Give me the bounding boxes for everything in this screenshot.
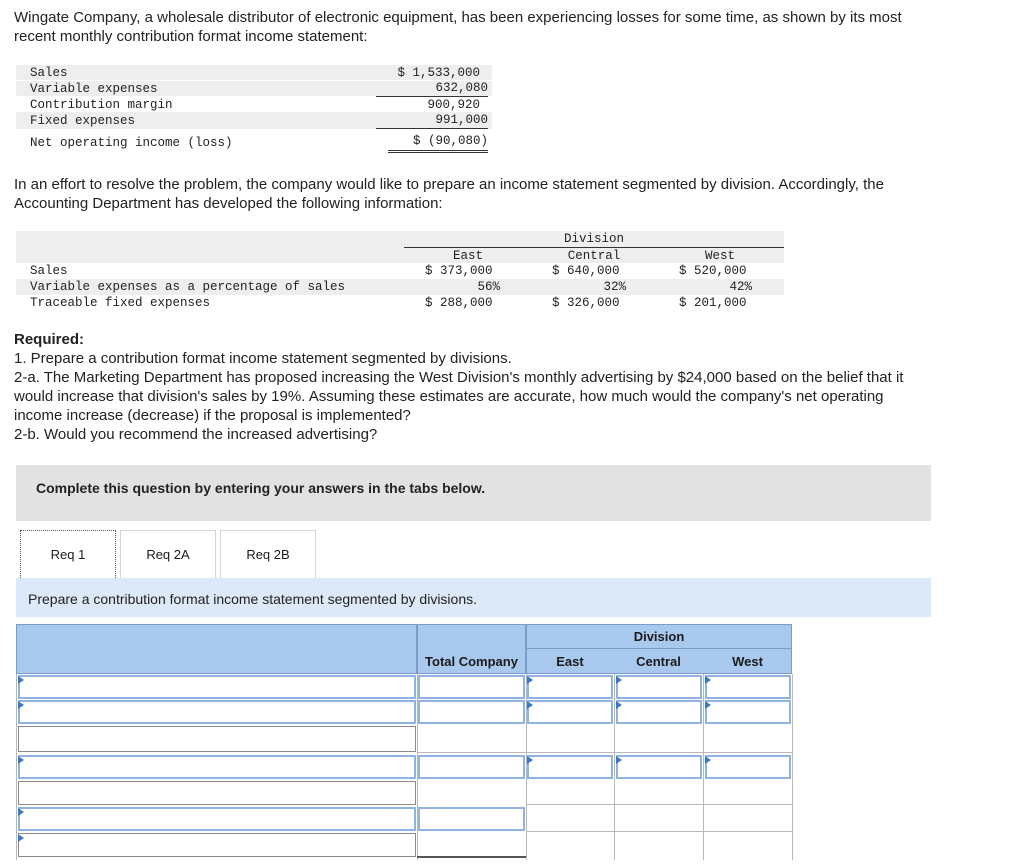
question-title: Complete this question by entering your answers in the tabs below. [36, 480, 486, 496]
is-label-cm: Contribution margin [30, 98, 173, 112]
row6-total-input[interactable] [418, 807, 525, 831]
central-sales: $ 640,000 [552, 264, 620, 278]
dropdown-indicator-icon [705, 701, 711, 709]
header-total-company: Total Company [425, 654, 518, 669]
is-label-noi: Net operating income (loss) [30, 136, 233, 150]
dropdown-indicator-icon [527, 701, 533, 709]
row4-total-input[interactable] [418, 755, 525, 779]
row4-east-input[interactable] [527, 755, 613, 779]
row2-label-input[interactable] [18, 700, 416, 724]
is-label-fixed: Fixed expenses [30, 114, 136, 128]
row6-label-input[interactable] [18, 807, 416, 831]
col-west: West [704, 249, 735, 263]
dropdown-indicator-icon [527, 756, 533, 764]
header-central: Central [636, 654, 681, 669]
division-rule [404, 247, 784, 248]
dropdown-indicator-icon [616, 701, 622, 709]
div-label-fixed: Traceable fixed expenses [30, 296, 211, 310]
row2-west-input[interactable] [705, 700, 791, 724]
required-block: Required: 1. Prepare a contribution format income statement segmented by divisions. 2-a. The Marketing Department has proposed increasing the West Division's monthly advertising by $24,000 based on the belief that it would increase that division's sales by 19%. Assuming these estimates are accurate, how much would the company's net operating income increase (decrease) if the proposal is implemented? 2-b. Would you recommend the increased advertising? [14, 331, 904, 443]
is-value-cm: 900,920 [427, 98, 480, 112]
col-central: Central [567, 249, 621, 263]
west-sales: $ 520,000 [679, 264, 747, 278]
row4-central-input[interactable] [616, 755, 702, 779]
header-east: East [556, 654, 584, 669]
row1-east-input[interactable] [527, 675, 613, 699]
div-label-var: Variable expenses as a percentage of sales [30, 280, 346, 294]
grid-vline [614, 674, 615, 860]
row7-label-input[interactable] [18, 833, 416, 857]
header-west: West [732, 654, 763, 669]
tab-req-2b[interactable]: Req 2B [220, 530, 316, 578]
central-var-pct: 32% [603, 280, 626, 294]
grid-hline [526, 804, 792, 805]
grid-hline [417, 856, 526, 858]
tab-req-2a[interactable]: Req 2A [120, 530, 216, 578]
dropdown-indicator-icon [18, 701, 24, 709]
row1-central-input[interactable] [616, 675, 702, 699]
instruction-text: Prepare a contribution format income statement segmented by divisions. [28, 591, 478, 607]
mid-text: In an effort to resolve the problem, the company would like to prepare an income statement segmented by division. Accordingly, the Accounting Department has developed the following information: [14, 176, 884, 212]
east-var-pct: 56% [477, 280, 500, 294]
dropdown-indicator-icon [616, 676, 622, 684]
answer-division-label: Division [633, 629, 685, 644]
dropdown-indicator-icon [705, 676, 711, 684]
tab-req-1[interactable]: Req 1 [20, 530, 116, 578]
dropdown-indicator-icon [18, 756, 24, 764]
grid-vline [703, 674, 704, 860]
west-var-pct: 42% [729, 280, 752, 294]
grid-vline [792, 674, 793, 860]
is-label-sales: Sales [30, 66, 68, 80]
dropdown-indicator-icon [18, 676, 24, 684]
row3-label-input[interactable] [18, 726, 416, 752]
row4-label-input[interactable] [18, 755, 416, 779]
required-heading: Required: [14, 331, 85, 348]
row5-label-input[interactable] [18, 781, 416, 805]
east-fixed: $ 288,000 [425, 296, 493, 310]
dropdown-indicator-icon [705, 756, 711, 764]
grid-hline [417, 752, 792, 753]
col-east: East [452, 249, 483, 263]
is-value-sales: $ 1,533,000 [397, 66, 480, 80]
division-label: Division [563, 232, 624, 246]
intro-text: Wingate Company, a wholesale distributor of electronic equipment, has been experiencing losses for some time, as shown by its most recent monthly contribution format income statement: [14, 9, 902, 45]
row2-central-input[interactable] [616, 700, 702, 724]
row2-total-input[interactable] [418, 700, 525, 724]
answer-division-rule [526, 648, 792, 649]
dropdown-indicator-icon [18, 834, 24, 842]
dropdown-indicator-icon [18, 808, 24, 816]
grid-vline [16, 674, 17, 860]
row1-label-input[interactable] [18, 675, 416, 699]
row1-total-input[interactable] [418, 675, 525, 699]
row1-west-input[interactable] [705, 675, 791, 699]
is-label-variable: Variable expenses [30, 82, 158, 96]
is-value-variable: 632,080 [376, 81, 488, 97]
is-value-fixed: 991,000 [376, 113, 488, 129]
west-fixed: $ 201,000 [679, 296, 747, 310]
dropdown-indicator-icon [527, 676, 533, 684]
east-sales: $ 373,000 [425, 264, 493, 278]
is-value-noi: $ (90,080) [388, 134, 488, 153]
div-label-sales: Sales [30, 264, 68, 278]
central-fixed: $ 326,000 [552, 296, 620, 310]
dropdown-indicator-icon [616, 756, 622, 764]
row4-west-input[interactable] [705, 755, 791, 779]
grid-hline [526, 831, 792, 832]
answer-header-label-col [16, 624, 417, 674]
row2-east-input[interactable] [527, 700, 613, 724]
